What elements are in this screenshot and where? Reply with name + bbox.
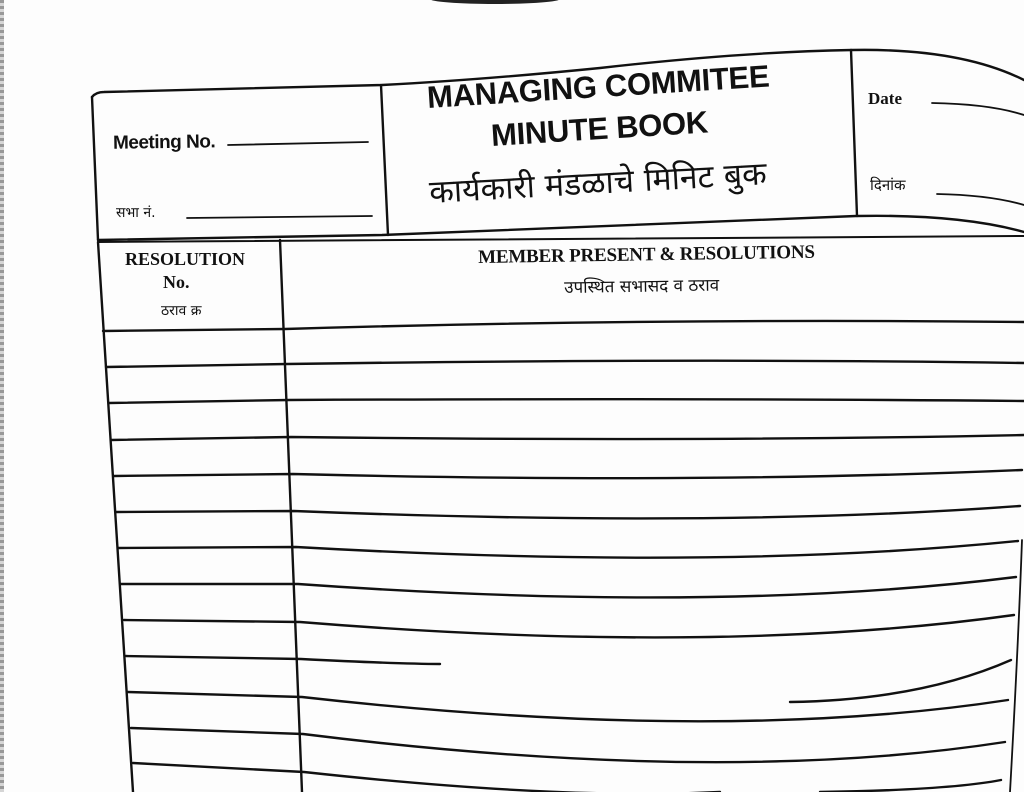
resolution-no-cell[interactable] (133, 696, 303, 726)
resolution-no-cell[interactable] (120, 479, 295, 509)
member-resolution-cell[interactable] (300, 553, 1015, 583)
members-resolutions-column-header-marathi: उपस्थित सभासद व ठराव (564, 275, 720, 298)
date-label: Date (868, 89, 902, 108)
member-resolution-cell[interactable] (303, 630, 1011, 660)
title-line-1: MANAGING COMMITEE (426, 58, 771, 115)
member-resolution-cell[interactable] (304, 668, 1008, 698)
resolution-column-header-marathi: ठराव क्र (161, 303, 202, 319)
resolution-column-header: RESOLUTION (125, 249, 246, 269)
title-marathi: कार्यकारी मंडळाचे मिनिट बुक (428, 154, 768, 211)
date-label-marathi: दिनांक (870, 176, 906, 194)
meeting-no-field[interactable] (230, 125, 370, 145)
resolution-no-cell[interactable] (110, 334, 285, 364)
resolution-no-cell[interactable] (131, 660, 302, 690)
meeting-no-label-marathi: सभा नं. (116, 205, 156, 221)
member-resolution-cell[interactable] (294, 403, 1020, 433)
resolution-no-cell[interactable] (117, 443, 292, 473)
member-resolution-cell[interactable] (290, 330, 1020, 360)
member-resolution-cell[interactable] (302, 592, 1014, 622)
member-resolution-cell[interactable] (292, 366, 1020, 396)
date-marathi-field[interactable] (938, 176, 1024, 196)
resolution-no-cell[interactable] (124, 551, 299, 581)
resolution-no-cell[interactable] (129, 624, 301, 654)
resolution-no-cell[interactable] (112, 370, 287, 400)
member-resolution-cell[interactable] (299, 516, 1017, 546)
member-resolution-cell[interactable] (297, 478, 1019, 508)
meeting-no-marathi-field[interactable] (190, 198, 374, 218)
members-resolutions-column-header: MEMBER PRESENT & RESOLUTIONS (478, 241, 815, 268)
member-resolution-cell[interactable] (296, 440, 1020, 470)
title-line-2: MINUTE BOOK (490, 104, 709, 153)
resolution-no-cell[interactable] (115, 406, 290, 436)
date-field[interactable] (934, 86, 1024, 106)
resolution-no-cell[interactable] (122, 515, 297, 545)
resolution-no-cell[interactable] (135, 732, 303, 762)
resolution-column-header-no: No. (163, 272, 190, 292)
meeting-no-label: Meeting No. (112, 131, 216, 154)
resolution-no-cell[interactable] (127, 588, 300, 618)
resolution-no-cell[interactable] (137, 768, 304, 792)
member-resolution-cell[interactable] (306, 744, 1002, 774)
member-resolution-cell[interactable] (305, 706, 1005, 736)
member-resolution-cell[interactable] (307, 780, 997, 792)
